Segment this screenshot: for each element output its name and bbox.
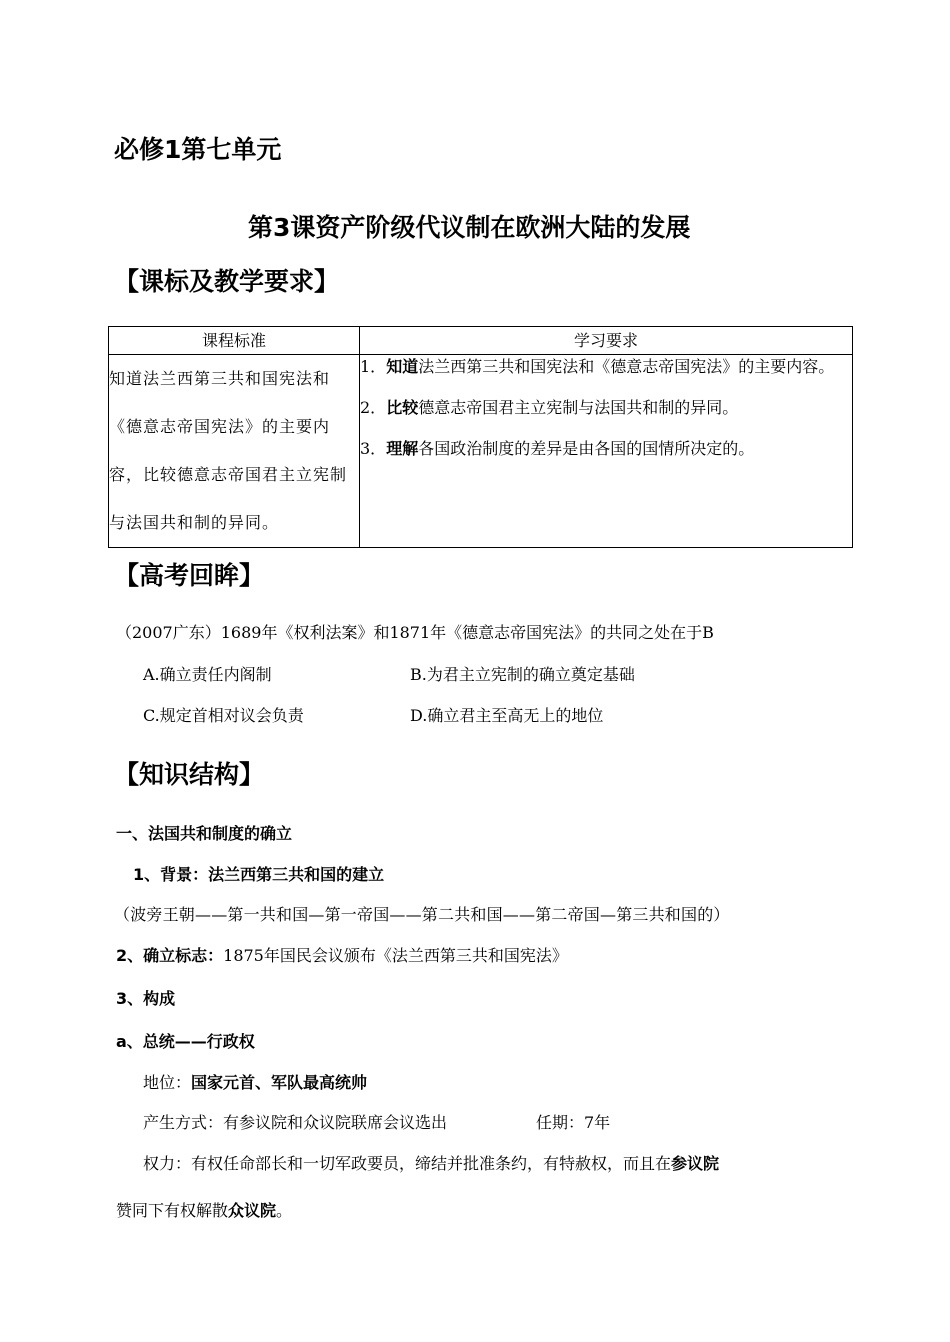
knowledge-item-1: 1、背景：法兰西第三共和国的建立 — [133, 865, 385, 884]
requirements-table — [108, 326, 853, 548]
president-position: 地位：国家元首、军队最高统帅 — [143, 1073, 368, 1092]
table-header-row — [109, 327, 853, 355]
dynasty-sequence: （波旁王朝——第一共和国—第一帝国——第二共和国——第二帝国—第三共和国的） — [114, 905, 730, 924]
unit-title: 必修1第七单元 — [114, 135, 282, 164]
requirement-item-2: 2．比较德意志帝国君主立宪制与法国共和制的异同。 — [360, 398, 739, 417]
knowledge-item-2: 2、确立标志：1875年国民会议颁布《法兰西第三共和国宪法》 — [116, 946, 568, 965]
option-c: C.规定首相对议会负责 — [143, 706, 304, 725]
lesson-title: 第3课资产阶级代议制在欧洲大陆的发展 — [248, 213, 691, 242]
standard-text: 知道法兰西第三共和国宪法和《德意志帝国宪法》的主要内容，比较德意志帝国君主立宪制与法国共和制的异同。 — [109, 369, 348, 532]
section-heading-knowledge: 【知识结构】 — [114, 760, 265, 789]
option-d: D.确立君主至高无上的地位 — [410, 706, 604, 725]
option-b: B.为君主立宪制的确立奠定基础 — [410, 665, 635, 684]
knowledge-item-3: 3、构成 — [116, 989, 176, 1008]
president-term: 任期：7年 — [536, 1113, 611, 1132]
requirement-item-3: 3．理解各国政治制度的差异是由各国的国情所决定的。 — [360, 439, 755, 458]
president-power-line-2: 赞同下有权解散众议院。 — [116, 1201, 293, 1220]
requirement-cell — [360, 355, 853, 548]
knowledge-item-a: a、总统——行政权 — [116, 1032, 255, 1051]
requirement-item-1: 1．知道法兰西第三共和国宪法和《德意志帝国宪法》的主要内容。 — [360, 357, 835, 376]
president-election-method: 产生方式：有参议院和众议院联席会议选出 — [143, 1113, 448, 1132]
standard-cell — [109, 355, 360, 548]
header-requirement: 学习要求 — [360, 327, 853, 355]
section-heading-standards: 【课标及教学要求】 — [114, 267, 340, 296]
header-standard: 课程标准 — [109, 327, 360, 355]
president-power-line-1: 权力：有权任命部长和一切军政要员，缔结并批准条约，有特赦权，而且在参议院 — [143, 1154, 720, 1173]
option-a: A.确立责任内阁制 — [143, 665, 272, 684]
table-row — [109, 355, 853, 548]
exam-question: （2007广东）1689年《权利法案》和1871年《德意志帝国宪法》的共同之处在于B — [116, 623, 714, 642]
knowledge-part-1: 一、法国共和制度的确立 — [116, 824, 293, 843]
section-heading-exam: 【高考回眸】 — [114, 561, 265, 590]
